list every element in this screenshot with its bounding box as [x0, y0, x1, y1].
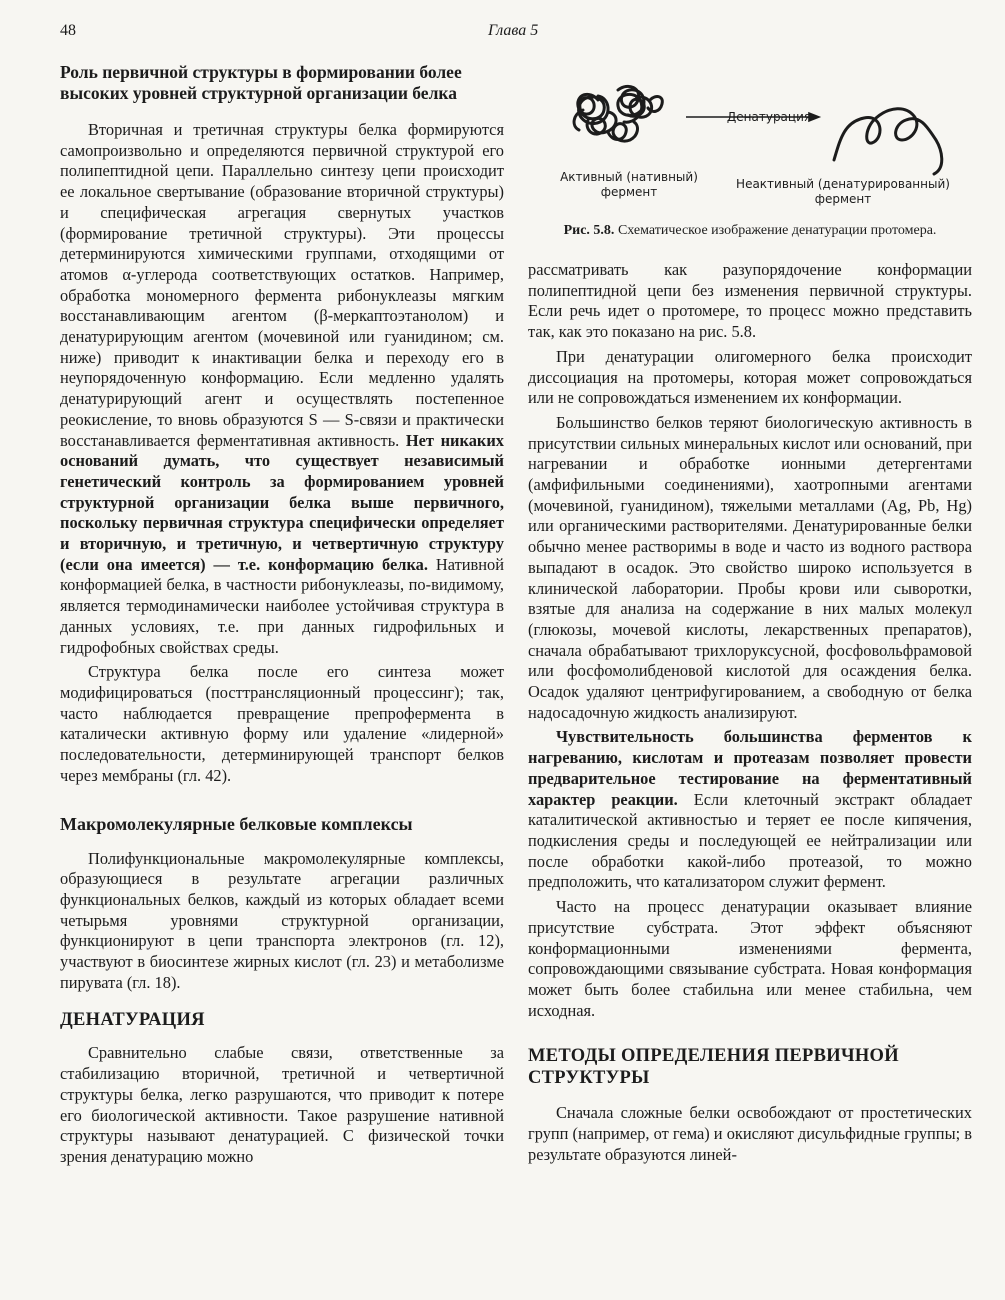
paragraph-text: Если клеточный экстракт обладает каталитической активностью и теряет ее после кипячения, подкисления среды и последующей ее нейтрализации или после обработки какой-либо протеазой, то можно предположить, что катализатором служит фермент.: [528, 789, 972, 892]
paragraph-bold-text: Чувствительность большинства ферментов к нагреванию, кислотам и протеазам позволяет провести предварительное тестирование на ферментативный характер реакции.: [528, 727, 972, 809]
section-heading-macromolecular-complexes: Макромолекулярные белковые комплексы: [60, 813, 413, 834]
paragraph-substrate: Часто на процесс денатурации оказывает влияние присутствие субстрата. Этот эффект объясняют конформационными изменениями фермента, сопровождающими связывание субстрата. Новая конформация может быть более стабильна или менее стабильна, чем исходная.: [528, 897, 972, 1020]
paragraph-conformation: рассматривать как разупорядочение конформации полипептидной цепи без изменения первичной структуры. Если речь идет о протомере, то процесс можно представить так, как это показано на рис. 5.8.: [528, 260, 972, 342]
paragraph-primary-structure: [60, 120, 504, 658]
paragraph-text: Вторичная и третичная структуры белка формируются самопроизвольно и определяются первичной структурой его полипептидной цепи. Параллельно синтезу цепи происходит ее локальное свертывание (образование вторичной структуры) и специфическая агрегация свернутых участков (формирование третичной структуры). Эти процессы детерминируются химическими группами, отходящими от атомов α-углерода соответствующих остатков. Например, обработка мономерного фермента рибонуклеазы мягким восстанавливающим агентом (β-меркаптоэтанолом) и денатурирующим агентом (мочевиной или гуанидином; см. ниже) приводит к инактивации белка и переходу его в неупорядоченную конформацию. Если медленно удалять денатурирующий агент и осуществлять постепенное реокисление, то вновь образуются S — S-связи и практически восстанавливается ферментативная активность.: [60, 120, 504, 450]
paragraph-bold-text: Нет никаких оснований думать, что существует независимый генетический контроль за формированием уровней структурной организации белка выше первичного, поскольку первичная структура специфически определяет и вторичную, и третичную, и четвертичную структуру (если она имеется) — т.е. конформацию белка.: [60, 430, 504, 574]
paragraph-enzyme-sensitivity: [528, 727, 972, 893]
running-head: Глава 5: [488, 22, 539, 39]
arrow-label-denaturation: Денатурация: [726, 110, 812, 124]
label-inactive-enzyme: Неактивный (денатурированный) фермент: [736, 177, 950, 206]
section-heading-primary-structure-role: Роль первичной структуры в формировании более высоких уровней структурной организации белка: [60, 62, 462, 103]
paragraph-complexes: Полифункциональные макромолекулярные комплексы, образующиеся в результате агрегации различных функциональных белков, каждый из которых обладает всеми четырьмя уровнями структурной организации, функционируют в цепи транспорта электронов (гл. 12), участвуют в биосинтезе жирных кислот (гл. 23) и метаболизме пирувата (гл. 18).: [60, 848, 504, 992]
paragraph-text: Нативной конформацией белка, в частности рибонуклеазы, по-видимому, является термодинамически наиболее устойчивая структура в данных условиях, т.е. при данных гидрофильных и гидрофобных свойствах среды.: [60, 554, 505, 657]
paragraph-denaturation-intro: Сравнительно слабые связи, ответственные за стабилизацию вторичной, третичной и четвертичной структуры белка, легко разрушаются, что приводит к потере его биологической активности. Такое разрушение нативной структуры называют денатурацией. С физической точки зрения денатурацию можно: [60, 1043, 504, 1166]
paragraph-oligomer: При денатурации олигомерного белка происходит диссоциация на протомеры, которая может сопровождаться или не сопровождаться изменением их конформации.: [528, 346, 972, 408]
figure-caption: [528, 222, 972, 239]
unfolded-protein-illustration: [834, 109, 942, 174]
caption-number: Рис. 5.8.: [563, 223, 615, 238]
figure-denaturation: [528, 70, 972, 260]
section-heading-primary-structure-methods: МЕТОДЫ ОПРЕДЕЛЕНИЯ ПЕРВИЧНОЙ СТРУКТУРЫ: [528, 1046, 899, 1089]
caption-text: Схематическое изображение денатурации протомера.: [617, 223, 937, 238]
paragraph-methods: Сначала сложные белки освобождают от простетических групп (например, от гема) и окисляют дисульфидные группы; в результате образуются линей-: [528, 1103, 972, 1164]
paragraph-denaturing-agents: Большинство белков теряют биологическую активность в присутствии сильных минеральных кислот или оснований, при нагревании и обработке ионными детергентами (амфифильными соединениями), хаотропными агентами (мочевиной, гуанидином), тяжелыми металлами (Ag, Pb, Hg) или органическими растворителями. Денатурированные белки обычно менее растворимы в воде и часто из водного раствора выпадают в осадок. Это свойство широко используется в клинической лаборатории. Пробы крови или сыворотки, взятые для анализа на содержание в них малых молекул (глюкозы, мочевой кислоты, лекарственных препаратов), сначала обрабатывают трихлоруксусной, фосфовольфрамовой или фосфомолибденовой кислотой для осаждения белка. Осадок удаляют центрифугированием, а свободную от белка надосадочную жидкость анализируют.: [528, 412, 972, 722]
section-heading-denaturation: ДЕНАТУРАЦИЯ: [60, 1010, 205, 1031]
right-column: [528, 70, 972, 1169]
page-number: 48: [60, 22, 76, 39]
left-column: [60, 62, 504, 1172]
paragraph-posttranslational: Структура белка после его синтеза может модифицироваться (посттрансляционный процессинг); так, часто наблюдается превращение препрофермента в каталически активную форму или удаление «лидерной» последовательности, детерминирующей транспорт белков через мембраны (гл. 42).: [60, 662, 504, 785]
folded-protein-illustration: [574, 86, 662, 141]
label-active-enzyme: Активный (нативный) фермент: [560, 170, 698, 199]
